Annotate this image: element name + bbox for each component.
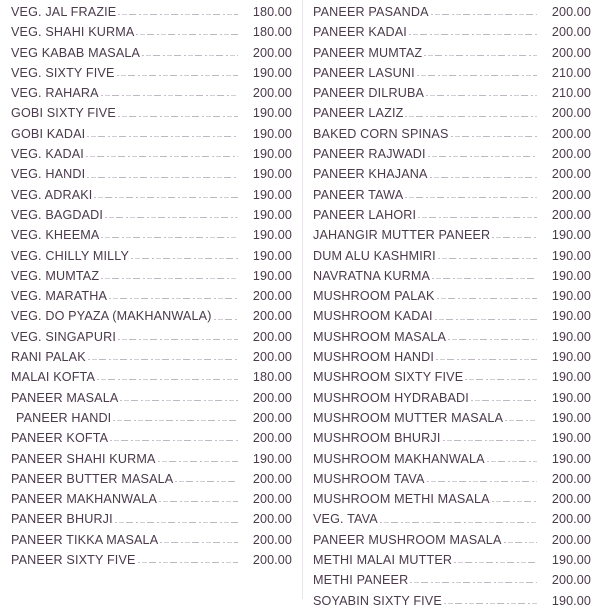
dotted-leader xyxy=(159,501,238,502)
dotted-leader xyxy=(427,481,537,482)
menu-item-price: 200.00 xyxy=(551,187,591,202)
dotted-leader xyxy=(113,420,238,421)
menu-item-price: 190.00 xyxy=(551,289,591,304)
dotted-leader xyxy=(492,237,537,238)
menu-item-row xyxy=(313,164,591,184)
menu-item-price: 190.00 xyxy=(551,248,591,263)
dotted-leader xyxy=(492,501,537,502)
menu-item-row xyxy=(313,550,591,570)
menu-item-name: MUSHROOM HYDRABADI xyxy=(313,390,469,405)
dotted-leader xyxy=(142,55,238,56)
menu-item-name: PANEER SIXTY FIVE xyxy=(11,553,136,568)
menu-item-name: METHI PANEER xyxy=(313,573,409,588)
dotted-leader xyxy=(405,116,537,117)
menu-item-name: RANI PALAK xyxy=(11,350,86,365)
menu-item-row xyxy=(313,327,591,347)
menu-item-row xyxy=(313,43,591,63)
menu-item-name: VEG. SHAHI KURMA xyxy=(11,25,135,40)
menu-item-name: VEG. CHILLY MILLY xyxy=(11,248,130,263)
menu-item-price: 200.00 xyxy=(252,410,292,425)
menu-item-name: PANEER RAJWADI xyxy=(313,147,426,162)
menu-item-name: VEG. KHEEMA xyxy=(11,228,100,243)
menu-item-name: VEG. RAHARA xyxy=(11,86,99,101)
menu-item-row xyxy=(313,591,591,611)
dotted-leader xyxy=(136,34,238,35)
menu-item-price: 190.00 xyxy=(252,65,292,80)
dotted-leader xyxy=(86,156,238,157)
menu-item-row xyxy=(11,449,292,469)
menu-item-name: MUSHROOM MASALA xyxy=(313,329,447,344)
menu-item-price: 190.00 xyxy=(551,329,591,344)
menu-item-row xyxy=(11,266,292,286)
menu-item-row xyxy=(11,63,292,83)
menu-item-price: 190.00 xyxy=(252,126,292,141)
menu-item-row xyxy=(11,489,292,509)
menu-item-price: 190.00 xyxy=(551,309,591,324)
menu-item-price: 180.00 xyxy=(252,370,292,385)
menu-item-row xyxy=(11,388,292,408)
menu-item-row xyxy=(11,124,292,144)
menu-item-name: VEG. SIXTY FIVE xyxy=(11,65,115,80)
menu-item-name: METHI MALAI MUTTER xyxy=(313,553,453,568)
menu-item-price: 190.00 xyxy=(551,370,591,385)
menu-item-row xyxy=(11,103,292,123)
menu-item-name: MUSHROOM METHI MASALA xyxy=(313,492,490,507)
menu-item-name: PANEER KOFTA xyxy=(11,431,109,446)
dotted-leader xyxy=(105,217,238,218)
menu-item-name: JAHANGIR MUTTER PANEER xyxy=(313,228,491,243)
menu-item-row xyxy=(313,347,591,367)
menu-item-row xyxy=(11,347,292,367)
menu-item-row xyxy=(11,246,292,266)
menu-item-price: 200.00 xyxy=(551,512,591,527)
menu-item-name: VEG. MARATHA xyxy=(11,289,108,304)
menu-item-price: 190.00 xyxy=(252,228,292,243)
menu-item-row xyxy=(11,367,292,387)
dotted-leader xyxy=(115,522,238,523)
dotted-leader xyxy=(465,379,537,380)
dotted-leader xyxy=(426,95,537,96)
dotted-leader xyxy=(438,258,537,259)
menu-item-row xyxy=(11,509,292,529)
menu-item-row xyxy=(11,306,292,326)
dotted-leader xyxy=(448,339,537,340)
menu-item-name: VEG. HANDI xyxy=(11,167,86,182)
menu-item-name: MUSHROOM MAKHANWALA xyxy=(313,451,485,466)
dotted-leader xyxy=(88,359,238,360)
menu-item-price: 190.00 xyxy=(551,390,591,405)
dotted-leader xyxy=(158,461,238,462)
menu-item-row xyxy=(11,43,292,63)
menu-item-price: 200.00 xyxy=(551,5,591,19)
menu-item-price: 210.00 xyxy=(551,86,591,101)
menu-item-price: 200.00 xyxy=(551,471,591,486)
menu-item-row xyxy=(313,388,591,408)
dotted-leader xyxy=(101,95,238,96)
menu-item-name: MUSHROOM MUTTER MASALA xyxy=(313,410,504,425)
menu-item-price: 200.00 xyxy=(551,126,591,141)
menu-item-name: VEG. BAGDADI xyxy=(11,207,104,222)
menu-item-price: 190.00 xyxy=(551,553,591,568)
menu-item-row xyxy=(11,428,292,448)
menu-item-price: 190.00 xyxy=(551,451,591,466)
menu-item-name: VEG. MUMTAZ xyxy=(11,268,100,283)
dotted-leader xyxy=(87,177,238,178)
menu-item-name: VEG. JAL FRAZIE xyxy=(11,5,117,19)
menu-item-name: MUSHROOM HANDI xyxy=(313,350,435,365)
menu-item-name: PANEER LASUNI xyxy=(313,65,415,80)
menu-item-price: 200.00 xyxy=(551,532,591,547)
menu-item-row xyxy=(11,144,292,164)
menu-item-row xyxy=(11,550,292,570)
menu-item-price: 190.00 xyxy=(252,187,292,202)
dotted-leader xyxy=(101,278,238,279)
menu-item-row xyxy=(313,367,591,387)
menu-item-price: 200.00 xyxy=(252,471,292,486)
dotted-leader xyxy=(131,258,238,259)
dotted-leader xyxy=(405,197,537,198)
menu-item-price: 210.00 xyxy=(551,65,591,80)
menu-item-name: PANEER HANDI xyxy=(16,410,112,425)
dotted-leader xyxy=(138,562,238,563)
menu-item-price: 200.00 xyxy=(252,431,292,446)
menu-item-price: 200.00 xyxy=(551,207,591,222)
menu-item-name: MUSHROOM BHURJI xyxy=(313,431,441,446)
menu-item-price: 200.00 xyxy=(551,106,591,121)
dotted-leader xyxy=(97,379,238,380)
dotted-leader xyxy=(117,75,239,76)
menu-item-price: 200.00 xyxy=(252,329,292,344)
menu-item-row xyxy=(313,205,591,225)
menu-item-name: PANEER SHAHI KURMA xyxy=(11,451,156,466)
menu-item-row xyxy=(11,327,292,347)
menu-item-row xyxy=(313,103,591,123)
menu-item-name: GOBI KADAI xyxy=(11,126,86,141)
menu-item-name: NAVRATNA KURMA xyxy=(313,268,431,283)
dotted-leader xyxy=(436,359,537,360)
dotted-leader xyxy=(437,298,537,299)
menu-item-price: 200.00 xyxy=(252,350,292,365)
menu-item-row xyxy=(11,83,292,103)
menu-item-row xyxy=(313,509,591,529)
menu-item-row xyxy=(11,408,292,428)
dotted-leader xyxy=(451,136,537,137)
dotted-leader xyxy=(505,420,537,421)
dotted-leader xyxy=(435,319,537,320)
menu-item-row xyxy=(313,489,591,509)
menu-item-row xyxy=(11,286,292,306)
menu-item-price: 200.00 xyxy=(252,553,292,568)
dotted-leader xyxy=(160,542,238,543)
menu-item-price: 190.00 xyxy=(551,268,591,283)
menu-item-name: PANEER DILRUBA xyxy=(313,86,425,101)
dotted-leader xyxy=(175,481,238,482)
menu-item-row xyxy=(11,185,292,205)
menu-item-row xyxy=(313,2,591,22)
menu-item-price: 190.00 xyxy=(551,431,591,446)
menu-item-name: VEG. ADRAKI xyxy=(11,187,93,202)
menu-item-name: PANEER MUSHROOM MASALA xyxy=(313,532,502,547)
menu-item-row xyxy=(11,469,292,489)
menu-item-name: PANEER KHAJANA xyxy=(313,167,428,182)
menu-item-price: 190.00 xyxy=(252,167,292,182)
menu-item-price: 200.00 xyxy=(252,45,292,60)
dotted-leader xyxy=(431,14,537,15)
menu-item-price: 200.00 xyxy=(252,492,292,507)
dotted-leader xyxy=(109,298,238,299)
menu-item-row xyxy=(313,449,591,469)
menu-item-price: 200.00 xyxy=(252,390,292,405)
dotted-leader xyxy=(101,237,238,238)
menu-item-name: VEG. DO PYAZA (MAKHANWALA) xyxy=(11,309,212,324)
menu-item-name: MALAI KOFTA xyxy=(11,370,95,385)
menu-item-price: 190.00 xyxy=(551,228,591,243)
menu-item-price: 180.00 xyxy=(252,25,292,40)
menu-item-price: 190.00 xyxy=(551,350,591,365)
menu-item-row xyxy=(313,408,591,428)
menu-item-row xyxy=(313,83,591,103)
menu-item-name: PANEER MAKHANWALA xyxy=(11,492,158,507)
menu-item-name: PANEER KADAI xyxy=(313,25,407,40)
dotted-leader xyxy=(87,136,238,137)
menu-item-price: 190.00 xyxy=(252,147,292,162)
menu-item-row xyxy=(11,22,292,42)
menu-item-name: MUSHROOM KADAI xyxy=(313,309,433,324)
menu-item-price: 200.00 xyxy=(551,492,591,507)
dotted-leader xyxy=(430,177,537,178)
dotted-leader xyxy=(110,440,238,441)
menu-item-price: 190.00 xyxy=(551,593,591,608)
menu-item-price: 200.00 xyxy=(252,309,292,324)
dotted-leader xyxy=(487,461,537,462)
dotted-leader xyxy=(444,603,537,604)
menu-item-price: 190.00 xyxy=(551,410,591,425)
menu-item-row xyxy=(11,2,292,22)
menu-item-name: SOYABIN SIXTY FIVE xyxy=(313,593,442,608)
menu-item-price: 190.00 xyxy=(252,106,292,121)
menu-item-name: PANEER LAHORI xyxy=(313,207,417,222)
menu-item-name: MUSHROOM TAVA xyxy=(313,471,425,486)
menu-item-row xyxy=(313,428,591,448)
dotted-leader xyxy=(428,156,537,157)
menu-item-price: 200.00 xyxy=(551,147,591,162)
menu-item-price: 190.00 xyxy=(252,248,292,263)
menu-item-name: PANEER LAZIZ xyxy=(313,106,404,121)
dotted-leader xyxy=(471,400,537,401)
menu-item-name: VEG. SINGAPURI xyxy=(11,329,116,344)
dotted-leader xyxy=(409,34,537,35)
menu-item-name: BAKED CORN SPINAS xyxy=(313,126,449,141)
menu-item-price: 200.00 xyxy=(252,86,292,101)
menu-item-name: PANEER MASALA xyxy=(11,390,119,405)
menu-item-price: 200.00 xyxy=(551,45,591,60)
menu-item-row xyxy=(313,63,591,83)
dotted-leader xyxy=(118,116,238,117)
menu-item-row xyxy=(11,225,292,245)
menu-item-price: 200.00 xyxy=(551,25,591,40)
dotted-leader xyxy=(443,440,538,441)
menu-column-right xyxy=(302,0,600,608)
dotted-leader xyxy=(380,522,537,523)
dotted-leader xyxy=(454,562,537,563)
menu-item-price: 190.00 xyxy=(252,451,292,466)
menu-item-row xyxy=(313,185,591,205)
menu-item-row xyxy=(313,246,591,266)
menu-item-name: MUSHROOM SIXTY FIVE xyxy=(313,370,464,385)
menu-item-row xyxy=(11,205,292,225)
menu-item-name: VEG. KADAI xyxy=(11,147,84,162)
menu-item-row xyxy=(313,469,591,489)
menu-item-price: 200.00 xyxy=(252,289,292,304)
menu-item-name: MUSHROOM PALAK xyxy=(313,289,435,304)
menu-item-price: 190.00 xyxy=(252,268,292,283)
menu-item-row xyxy=(313,225,591,245)
menu-item-name: PANEER TIKKA MASALA xyxy=(11,532,159,547)
dotted-leader xyxy=(214,319,238,320)
menu-item-row xyxy=(313,570,591,590)
menu-item-row xyxy=(313,266,591,286)
menu-item-name: VEG KABAB MASALA xyxy=(11,45,141,60)
menu-item-name: PANEER BUTTER MASALA xyxy=(11,471,174,486)
menu-item-price: 200.00 xyxy=(252,512,292,527)
menu-item-name: VEG. TAVA xyxy=(313,512,378,527)
dotted-leader xyxy=(94,197,238,198)
menu-item-price: 180.00 xyxy=(252,5,292,19)
menu-item-row xyxy=(313,124,591,144)
menu-item-name: PANEER TAWA xyxy=(313,187,404,202)
dotted-leader xyxy=(504,542,537,543)
dotted-leader xyxy=(120,400,238,401)
menu-item-name: PANEER PASANDA xyxy=(313,5,429,19)
menu-item-row xyxy=(313,306,591,326)
menu-item-name: PANEER MUMTAZ xyxy=(313,45,423,60)
menu-item-price: 200.00 xyxy=(551,573,591,588)
menu-item-row xyxy=(313,22,591,42)
dotted-leader xyxy=(418,217,537,218)
menu-item-row xyxy=(313,286,591,306)
dotted-leader xyxy=(417,75,537,76)
dotted-leader xyxy=(432,278,537,279)
menu-item-row xyxy=(11,164,292,184)
menu-item-row xyxy=(313,144,591,164)
menu-column-left xyxy=(0,0,302,599)
menu-item-name: DUM ALU KASHMIRI xyxy=(313,248,436,263)
menu-item-price: 200.00 xyxy=(252,532,292,547)
menu-item-name: GOBI SIXTY FIVE xyxy=(11,106,116,121)
menu-item-price: 190.00 xyxy=(252,207,292,222)
menu-item-row xyxy=(11,530,292,550)
menu-item-name: PANEER BHURJI xyxy=(11,512,113,527)
menu-item-price: 200.00 xyxy=(551,167,591,182)
dotted-leader xyxy=(118,14,238,15)
dotted-leader xyxy=(410,582,537,583)
dotted-leader xyxy=(118,339,238,340)
menu-item-row xyxy=(313,530,591,550)
dotted-leader xyxy=(424,55,537,56)
